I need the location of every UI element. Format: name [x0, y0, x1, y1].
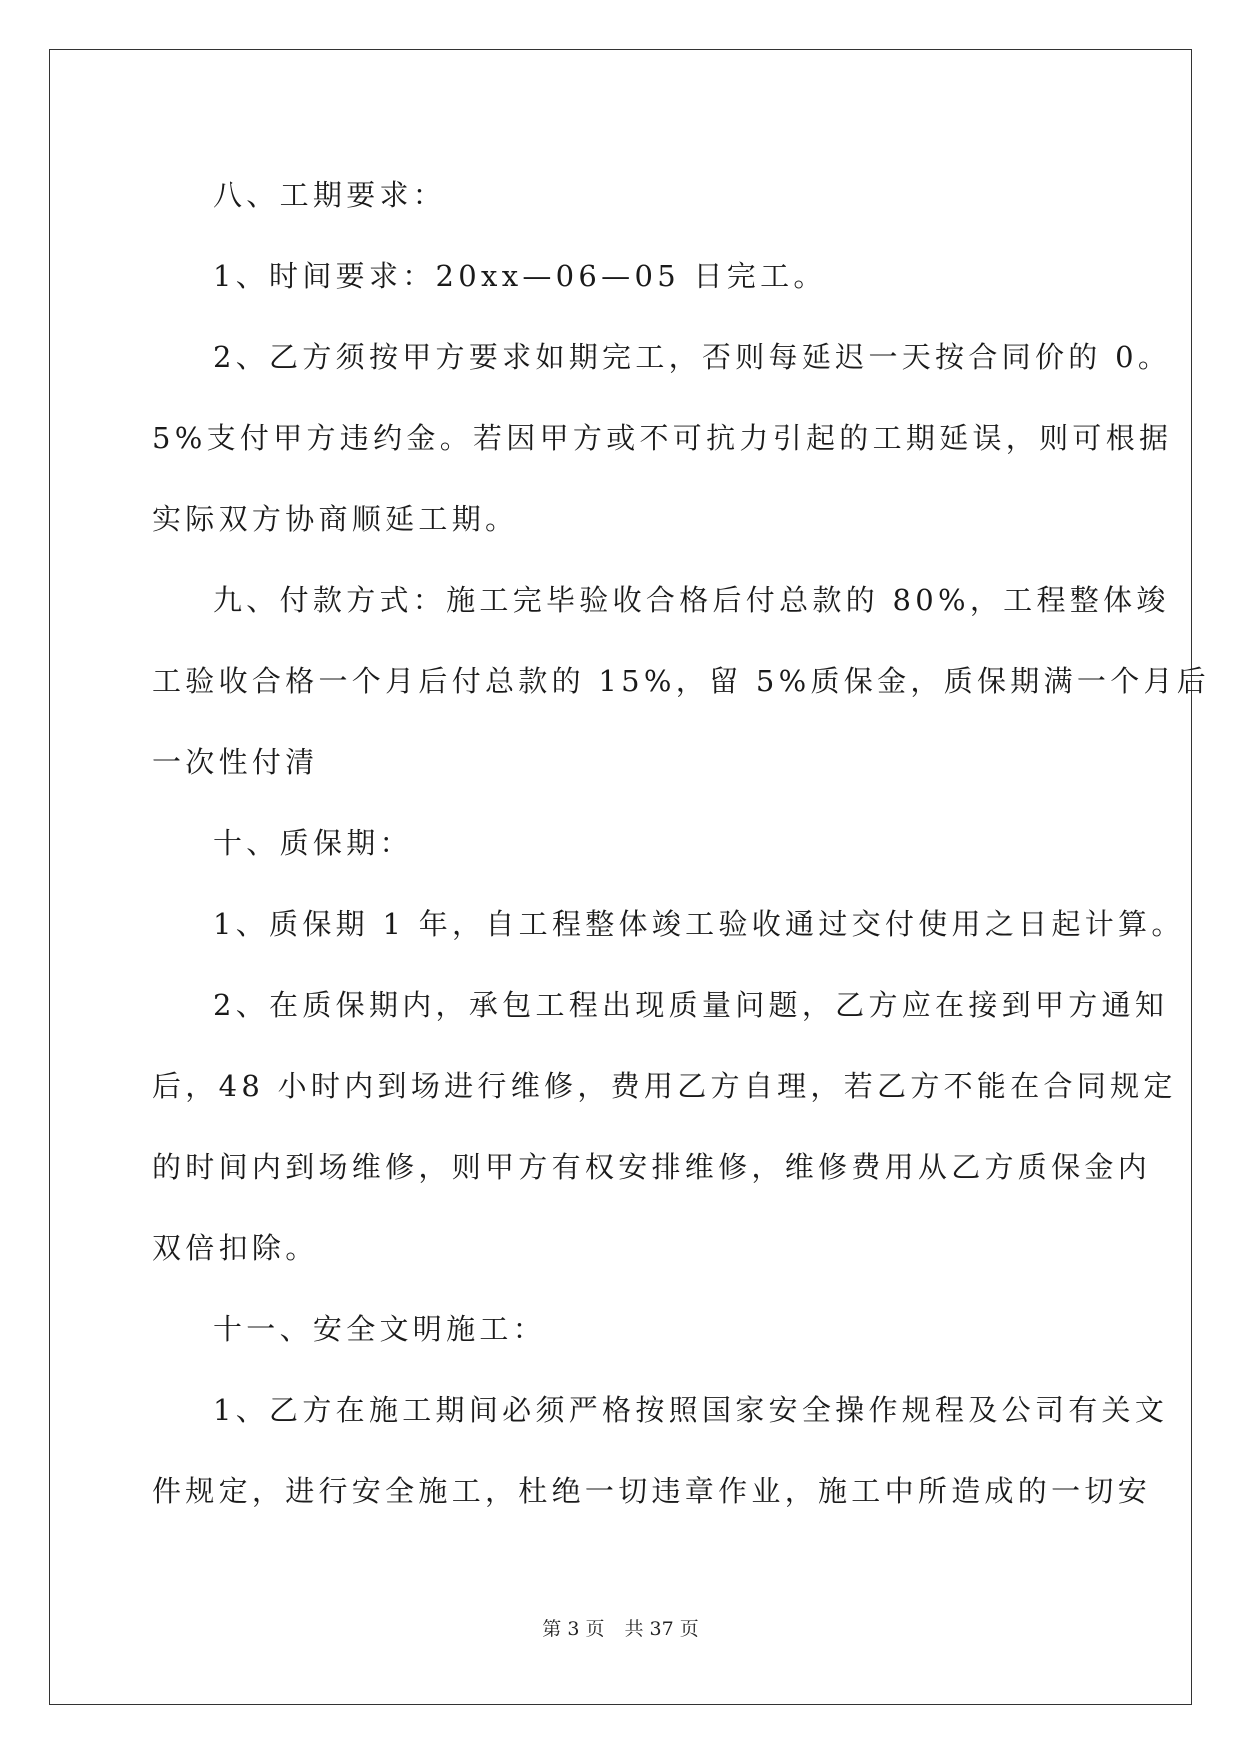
paragraph-line: 1、乙方在施工期间必须严格按照国家安全操作规程及公司有关文	[213, 1393, 1169, 1427]
paragraph-line: 2、乙方须按甲方要求如期完工，否则每延迟一天按合同价的 0。	[213, 340, 1172, 374]
paragraph-line: 双倍扣除。	[152, 1231, 319, 1265]
paragraph-line: 工验收合格一个月后付总款的 15%，留 5%质保金，质保期满一个月后	[152, 664, 1211, 698]
paragraph-line: 5%支付甲方违约金。若因甲方或不可抗力引起的工期延误，则可根据	[152, 421, 1173, 455]
section-heading-warranty: 十、质保期：	[213, 826, 413, 860]
paragraph-line: 的时间内到场维修，则甲方有权安排维修，维修费用从乙方质保金内	[152, 1150, 1152, 1184]
paragraph-line: 一次性付清	[152, 745, 319, 779]
page-total: 共 37 页	[624, 1618, 699, 1640]
document-body	[152, 155, 1211, 1532]
paragraph-line: 2、在质保期内，承包工程出现质量问题，乙方应在接到甲方通知	[213, 988, 1169, 1022]
section-heading-safety: 十一、安全文明施工：	[213, 1312, 547, 1346]
paragraph-line: 后，48 小时内到场进行维修，费用乙方自理，若乙方不能在合同规定	[152, 1069, 1177, 1103]
paragraph-line: 1、时间要求：20xx—06—05 日完工。	[213, 259, 827, 293]
page-number: 第 3 页	[542, 1618, 605, 1640]
paragraph-line: 实际双方协商顺延工期。	[152, 502, 519, 536]
section-heading-payment: 九、付款方式：施工完毕验收合格后付总款的 80%，工程整体竣	[213, 583, 1170, 617]
section-heading-schedule: 八、工期要求：	[213, 178, 447, 212]
paragraph-line: 1、质保期 1 年，自工程整体竣工验收通过交付使用之日起计算。	[213, 907, 1185, 941]
page-footer	[0, 1614, 1241, 1641]
paragraph-line: 件规定，进行安全施工，杜绝一切违章作业，施工中所造成的一切安	[152, 1474, 1152, 1508]
